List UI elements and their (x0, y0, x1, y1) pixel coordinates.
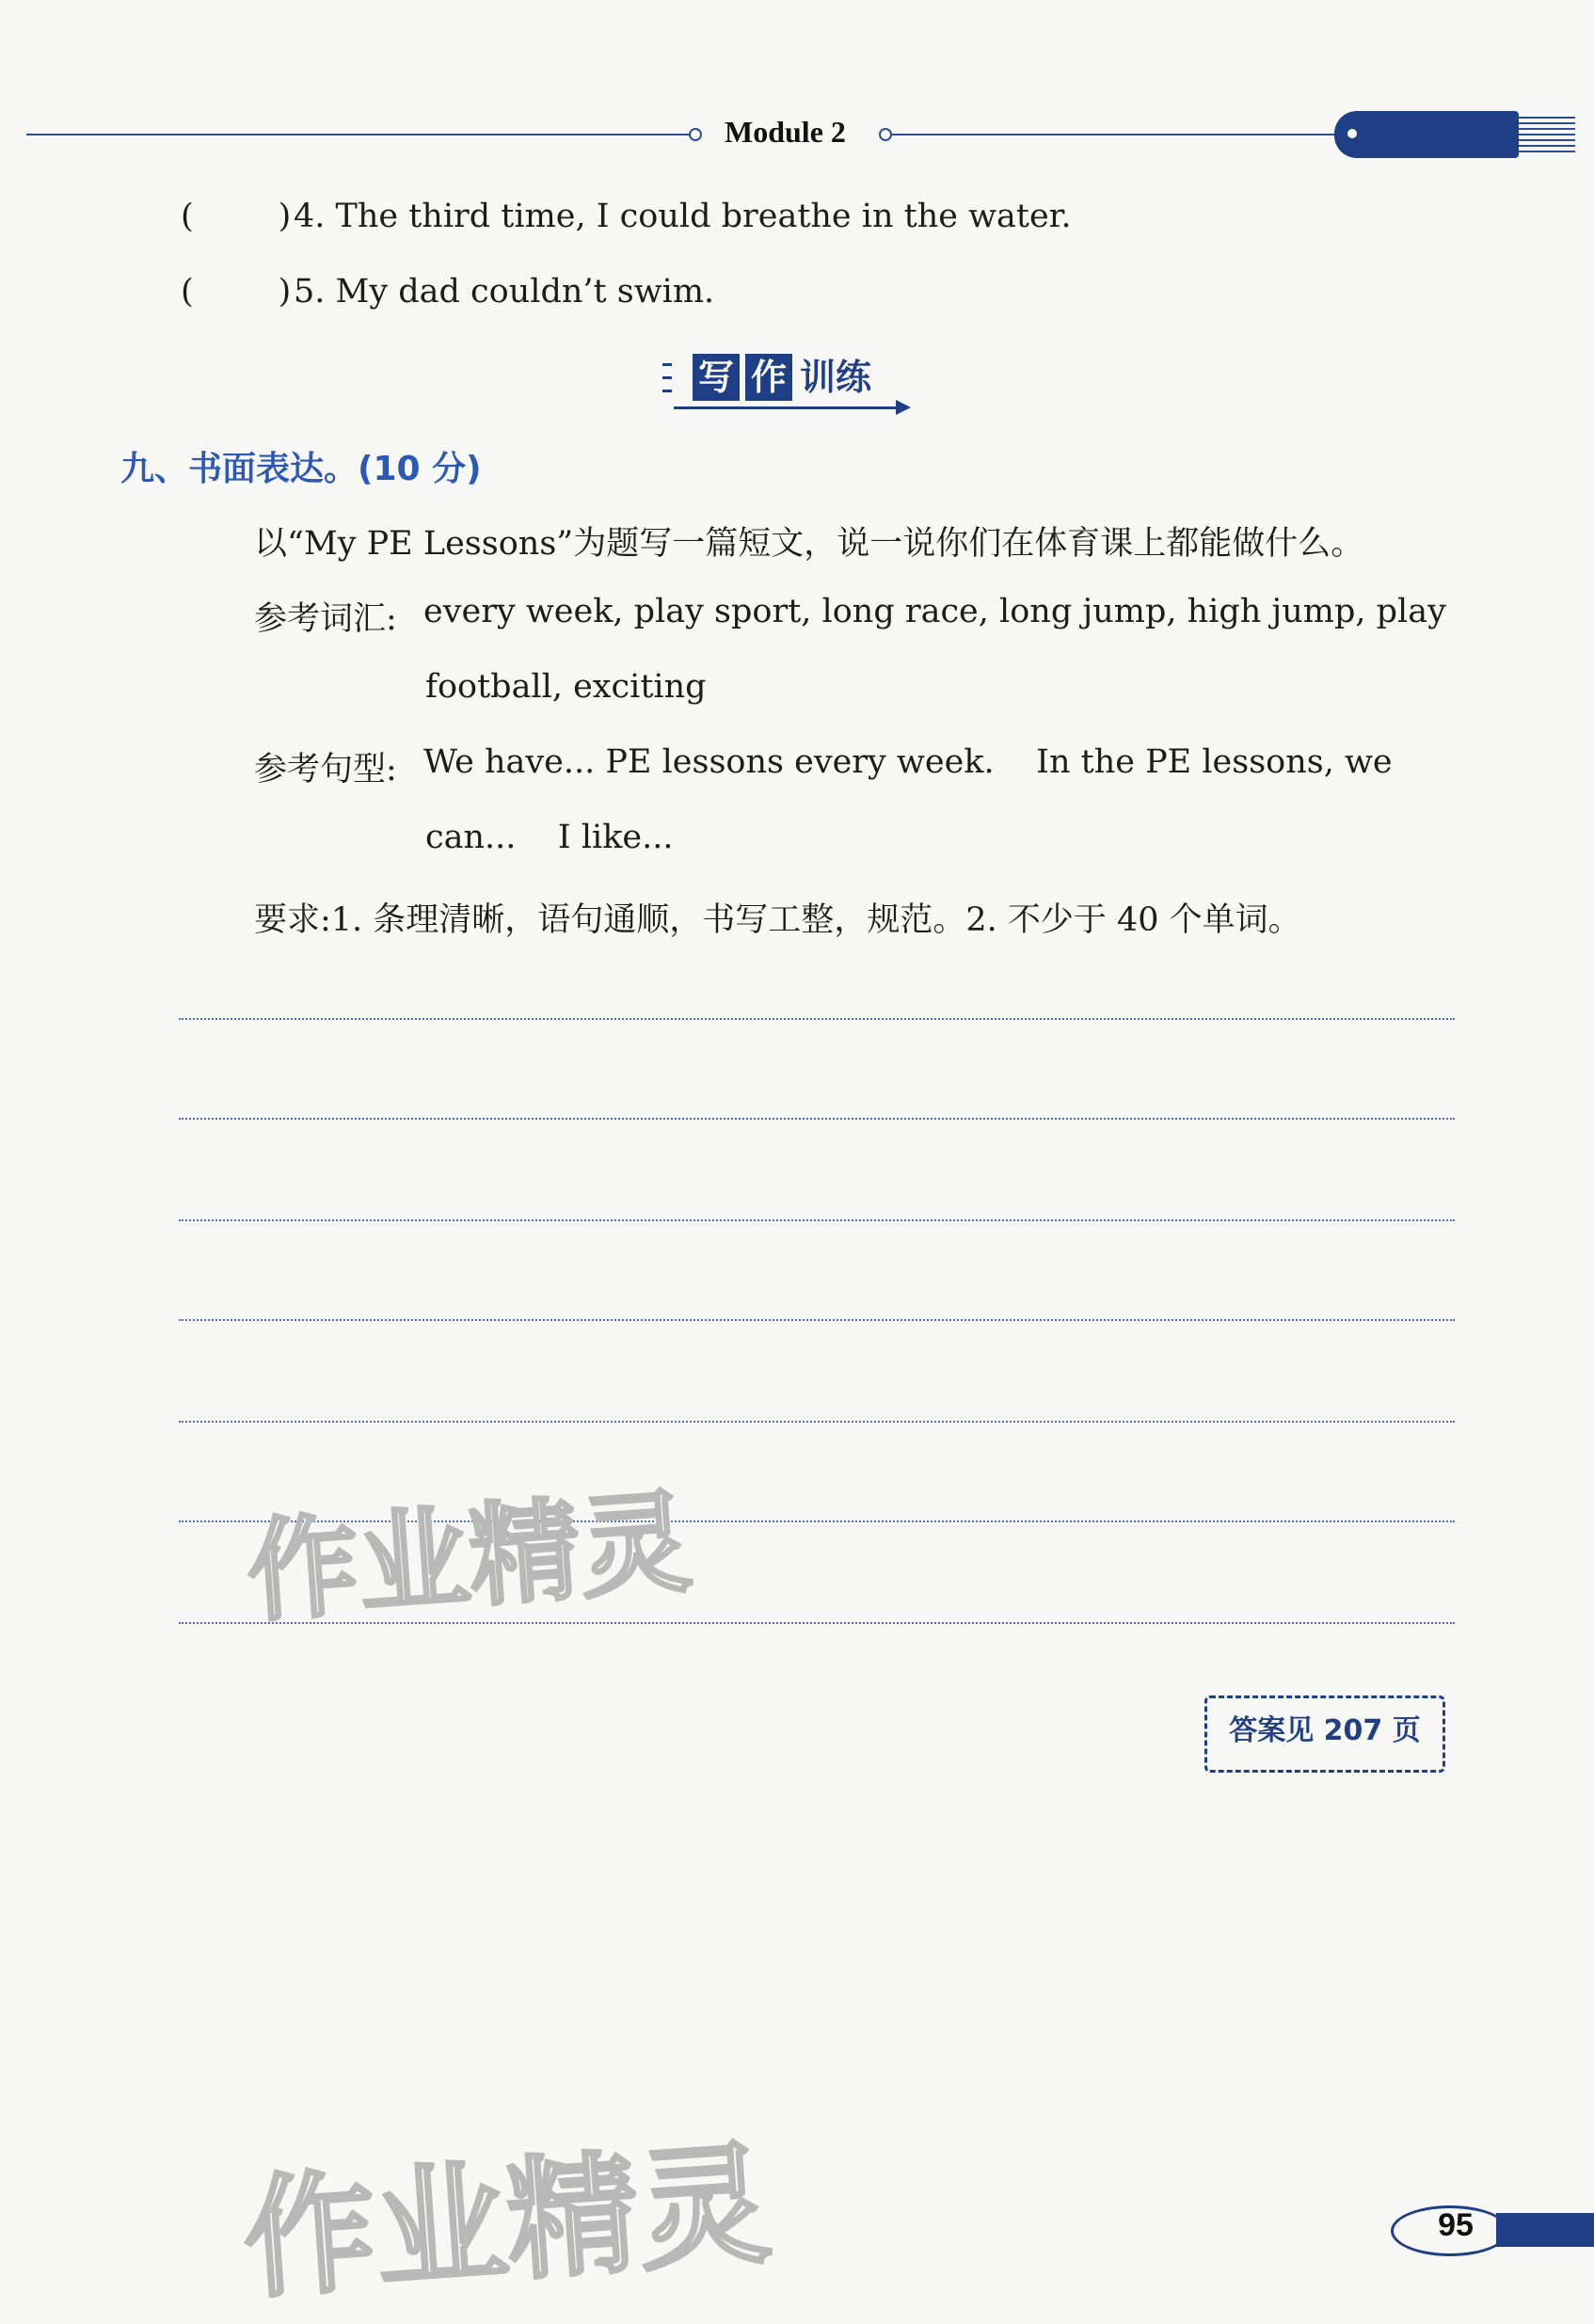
pattern-label: 参考句型: (254, 751, 397, 788)
header-dot-right (879, 128, 892, 141)
question-4-text: 4. The third time, I could breathe in the water. (294, 198, 1072, 235)
requirements: 要求:1. 条理清晰，语句通顺，书写工整，规范。2. 不少于 40 个单词。 (254, 901, 1301, 939)
writing-line[interactable] (179, 1219, 1455, 1221)
vocab-line-1: every week, play sport, long race, long jump, high jump, play (423, 593, 1446, 630)
module-title: Module 2 (725, 115, 846, 149)
writing-line[interactable] (179, 1319, 1455, 1321)
question-4: ( )4. The third time, I could breathe in the water. (181, 198, 1072, 235)
page-number: 95 (1438, 2207, 1474, 2243)
header-dot-left (689, 128, 702, 141)
header-rule-right (892, 134, 1340, 135)
arrow-icon (896, 400, 911, 415)
footer-bar (1496, 2213, 1594, 2247)
header-tab (1334, 111, 1519, 158)
banner-char-2: 作 (745, 354, 792, 401)
writing-prompt: 以“My PE Lessons”为题写一篇短文，说一说你们在体育课上都能做什么。 (254, 525, 1364, 563)
writing-practice-banner (674, 350, 909, 416)
section-heading: 九、书面表达。(10 分) (120, 450, 482, 488)
writing-line[interactable] (179, 1018, 1455, 1020)
question-5: ( )5. My dad couldn’t swim. (181, 273, 715, 310)
vocab-label: 参考词汇: (254, 600, 397, 638)
writing-line[interactable] (179, 1118, 1455, 1120)
question-5-text: 5. My dad couldn’t swim. (294, 273, 715, 310)
pattern-line-1: We have... PE lessons every week. In the PE lessons, we (423, 743, 1393, 781)
answer-reference: 答案见 207 页 (1204, 1695, 1445, 1773)
banner-char-1: 写 (693, 354, 740, 401)
banner-rest: 训练 (800, 357, 872, 398)
writing-line[interactable] (179, 1421, 1455, 1423)
header-rule-left (26, 134, 693, 135)
watermark: 作业精灵 (238, 2127, 775, 2318)
header-stripes (1519, 117, 1575, 154)
pattern-line-2: can... I like... (425, 819, 674, 856)
vocab-line-2: football, exciting (425, 668, 707, 706)
watermark: 作业精灵 (243, 1476, 695, 1638)
